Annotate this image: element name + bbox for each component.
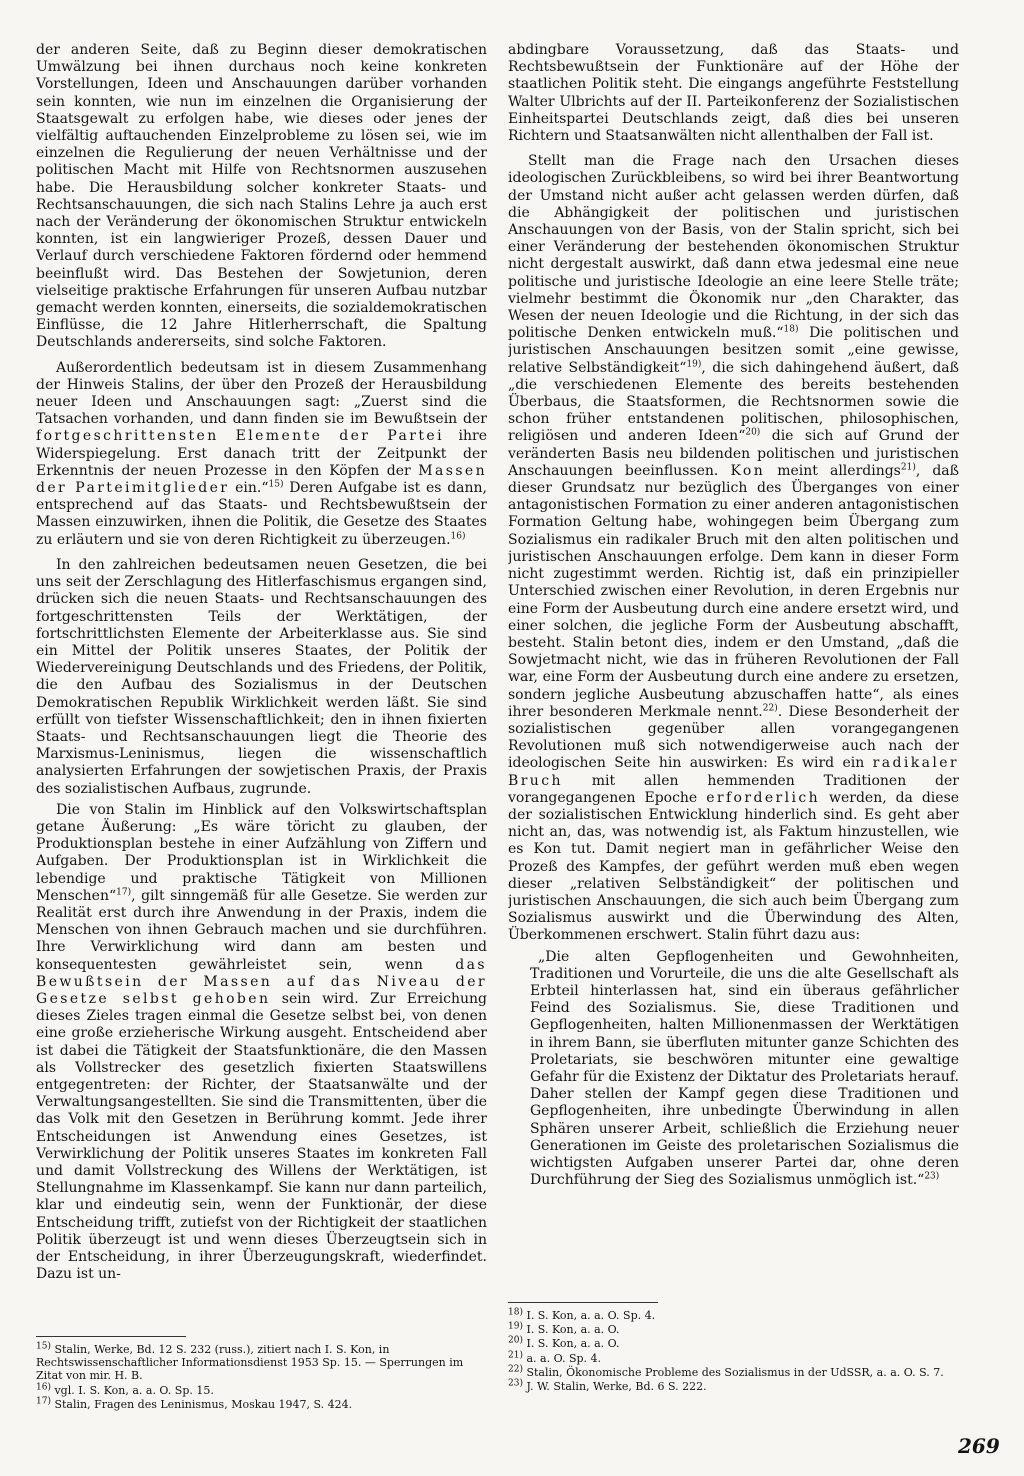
footnote-number: 18) — [508, 1307, 523, 1318]
text-run: die sich auf Grund der veränderten Basis neu bildenden politischen und juristischen Anschauungen beeinflussen. — [508, 428, 959, 479]
paragraph — [508, 153, 959, 944]
right-column-text — [508, 42, 959, 1286]
footnote-number: 16) — [36, 1381, 51, 1392]
text-run: meint allerdings — [777, 462, 901, 479]
emphasis-spaced: fortgeschrittensten Elemente der Partei — [36, 428, 444, 445]
footnote-divider — [508, 1302, 658, 1303]
footnote — [508, 1366, 959, 1379]
emphasis-spaced: radikaler Bruch — [508, 755, 959, 789]
footnote-ref: 17) — [116, 887, 132, 898]
footnotes-left — [36, 1330, 487, 1412]
footnote-text: Stalin, Fragen des Leninismus, Moskau 1947, S. 424. — [54, 1397, 353, 1411]
footnote — [508, 1349, 959, 1365]
right-column — [508, 42, 959, 1286]
footnote-ref: 19) — [686, 359, 702, 369]
footnote-number: 21) — [508, 1349, 523, 1360]
footnote-ref: 15) — [268, 479, 284, 490]
text-run: , daß dieser Grundsatz nur bezüglich des Überganges von einer antagonistischen Formation zu einer anderen antagonistischen Formation Geltung habe, wohingegen beim Übergang zum Sozialismus ein radikaler Bruch mit den alten politischen und juristischen Anschauungen erfolge. Dem kann in dieser Form nicht zugestimmt werden. Richtig ist, daß ein prinzipieller Unterschied zwischen einer Revolution, in deren Ergebnis nur eine Form der Ausbeutung durch eine andere ersetzt wird, und einer solchen, die jegliche Form der Ausbeutung abschafft, besteht. Stalin betont dies, indem er den Umstand, „daß die Sowjetmacht nicht, wie das in früheren Revolutionen der Fall war, eine Form der Ausbeutung durch eine andere zu ersetzen, sondern jegliche Ausbeutung abzuschaffen hatte“, als eines ihrer besonderen Merkmale nennt. — [508, 462, 959, 720]
footnote-number: 19) — [508, 1321, 523, 1332]
text-run: mit allen hemmenden Traditionen der vorangegangenen Epoche — [508, 772, 959, 806]
text-run: ihre Widerspiegelung. Erst danach tritt der Zeitpunkt der Erkenntnis der neuen Prozesse in den Köpfen der — [36, 428, 487, 479]
text-run: ein.“ — [235, 480, 269, 497]
left-column — [36, 42, 487, 1332]
footnote-ref: 16) — [450, 531, 466, 542]
text-run: . Diese Besonderheit der sozialistischen gegenüber allen vorangegangenen Revolutionen muß sich notwendigerweise auch nach der ideologischen Seite hin auswirken: Es wird ein — [508, 703, 959, 772]
footnote-text: I. S. Kon, a. a. O. — [526, 1337, 620, 1351]
footnote-ref: 23) — [924, 1171, 940, 1182]
footnote-text: I. S. Kon, a. a. O. — [526, 1323, 620, 1337]
footnote-number: 20) — [508, 1335, 523, 1346]
block-quote — [530, 949, 959, 1190]
footnote-text: I. S. Kon, a. a. O. Sp. 4. — [526, 1309, 656, 1322]
emphasis-spaced: Massen der Parteimitglieder — [36, 462, 487, 497]
emphasis-spaced: erforderlich — [706, 789, 821, 806]
footnote — [508, 1309, 959, 1322]
footnote-text: a. a. O. Sp. 4. — [526, 1351, 602, 1365]
page-number: 269 — [958, 1434, 1000, 1458]
footnote-number: 15) — [36, 1341, 51, 1352]
footnote-ref: 21) — [900, 462, 916, 473]
emphasis-spaced: das Bewußtsein der Massen auf das Niveau der Gesetze selbst gehoben — [36, 956, 487, 1007]
paragraph — [36, 360, 487, 549]
footnote-text: vgl. I. S. Kon, a. a. O. Sp. 15. — [54, 1383, 214, 1397]
text-run: Außerordentlich bedeutsam ist in diesem Zusammenhang der Hinweis Stalins, der über den Prozeß der Herausbildung neuer Ideen und Anschauungen sagt: „Zuerst sind die Tatsachen vorhanden, und dann finden sie im Bewußtsein der — [36, 359, 487, 428]
footnote — [36, 1398, 487, 1411]
paragraph: der anderen Seite, daß zu Beginn dieser demokratischen Umwälzung bei ihnen durchaus noch keine konkreten Vorstellungen, Ideen und Anschauungen darüber vorhanden sein konnten, wie nun im einzelnen die Organisierung der Staatsgewalt zu erfolgen habe, wie dieses oder jenes der vielfältig auftauchenden Einzelprobleme zu lösen sei, wie im einzelnen die Regulierung der neuen Verhältnisse und der politischen Macht mit Hilfe von Rechtsnormen auszusehen habe. Die Herausbildung solcher konkreter Staats- und Rechtsanschauungen, die sich nach Stalins Lehre ja auch erst nach der Veränderung der ökonomischen Struktur entwickeln konnten, ist ein langwieriger Prozeß, dessen Dauer und Verlauf durch verschiedene Faktoren fördernd oder hemmend beeinflußt wird. Das Bestehen der Sowjetunion, deren vielseitige praktische Erfahrungen für unseren Aufbau nutzbar gemacht werden konnten, einerseits, die sozialdemokratischen Einflüsse, die 12 Jahre Hitlerherrschaft, die Spaltung Deutschlands andererseits, sind solche Faktoren. — [36, 42, 487, 351]
text-run: Die politischen und juristischen Anschauungen besitzen somit „eine gewisse, relative Selbständigkeit“ — [508, 325, 959, 376]
footnotes-right — [508, 1296, 959, 1394]
text-run: werden, da diese der sozialistischen Entwicklung hinderlich sind. Es geht aber nicht an, das, was notwendig ist, als Faktum hinzustellen, wie es Kon tut. Damit negiert man in gefährlicher Weise den Prozeß des Kampfes, der geführt werden muß eben wegen dieser „relativen Selbständigkeit“ der politischen und juristischen Anschauungen, die sich auch beim Übergang zum Sozialismus auswirkt und die Überwindung des Alten, Überkommenen erschwert. Stalin führt dazu aus: — [508, 789, 959, 944]
paragraph — [36, 802, 487, 1284]
text-run: Deren Aufgabe ist es dann, entsprechend auf das Staats- und Rechtsbewußtsein der Massen einzuwirken, ihnen die Politik, die Gesetze des Staates zu erläutern und sie von deren Richtigkeit zu überzeugen. — [36, 480, 487, 548]
footnote — [36, 1381, 487, 1397]
text-run: sein wird. Zur Erreichung dieses Zieles tragen einmal die Gesetze selbst bei, von denen eine große erzieherische Wirkung ausgeht. Entscheidend aber ist dabei die Tätigkeit der Staatsfunktionäre, die den Massen als Vollstrecker des gesetzlich fixierten Staatswillens entgegentreten: der Richter, der Staatsanwälte und der Verwaltungsangestellten. Sie sind die Transmittenten, über die das Volk mit den Gesetzen in Berührung kommt. Jede ihrer Entscheidungen ist Anwendung eines Gesetzes, ist Verwirklichung der Politik unseres Staates im konkreten Fall und damit Vollstreckung des Willens der Werktätigen, ist Stellungnahme im Klassenkampf. Sie kann nur dann parteilich, klar und eindeutig sein, wenn der Funktionär, der diese Entscheidung trifft, zutiefst von der Richtigkeit der staatlichen Politik überzeugt ist und wenn dieses Überzeugtsein sich in der Entscheidung, in ihrer Überzeugungskraft, wiederfindet. Dazu ist un- — [36, 990, 487, 1283]
footnote — [508, 1337, 959, 1350]
paragraph: In den zahlreichen bedeutsamen neuen Gesetzen, die bei uns seit der Zerschlagung des Hitlerfaschismus ergangen sind, drücken sich die neuen Staats- und Rechtsanschauungen des fortgeschrittensten Teils der Werktätigen, der fortschrittlichsten Elemente der Arbeiterklasse aus. Sie sind ein Mittel der Politik unseres Staates, der Politik der Wiedervereinigung Deutschlands und des Friedens, der Politik, die den Aufbau des Sozialismus in der Deutschen Demokratischen Republik Wirklichkeit werden läßt. Sie sind erfüllt von tiefster Wissenschaftlichkeit; den in ihnen fixierten Staats- und Rechtsanschauungen liegt die Theorie des Marxismus-Leninismus, liegen die wissenschaftlich analysierten Erfahrungen der sowjetischen Praxis, der Praxis des sozialistischen Aufbaus, zugrunde. — [36, 556, 487, 797]
footnote-text: Stalin, Werke, Bd. 12 S. 232 (russ.), zitiert nach I. S. Kon, in Rechtswissenschaftlicher Informationsdienst 1953 Sp. 15. — Sperrungen im Zitat von mir. H. B. — [36, 1343, 464, 1383]
footnote-divider — [36, 1336, 186, 1337]
footnote-ref: 22) — [762, 703, 778, 714]
footnote-ref: 18) — [783, 324, 799, 335]
footnote — [508, 1380, 959, 1393]
text-run: Stellt man die Frage nach den Ursachen dieses ideologischen Zurückbleibens, so wird bei ihrer Beantwortung der Umstand nicht außer acht gelassen werden dürfen, daß die Abhängigkeit der politischen und juristischen Anschauungen von der Basis, von der Stalin spricht, sich bei einer Veränderung der bestehenden ökonomischen Struktur nicht dergestalt auswirkt, daß dann etwa jedesmal eine neue politische und juristische Ideologie an eine leere Stelle träte; vielmehr bestimmt die Ökonomik nur „den Charakter, das Wesen der neuen Ideologie und die Richtung, in der sich das politische Denken entwickeln muß.“ — [508, 153, 959, 342]
paragraph: abdingbare Voraussetzung, daß das Staats- und Rechtsbewußtsein der Funktionäre auf der Höhe der staatlichen Politik steht. Die eingangs angeführte Feststellung Walter Ulbrichts auf der II. Parteikonferenz der Sozialistischen Einheitspartei Deutschlands zeigt, daß dies bei unseren Richtern und Staatsanwälten nicht allenthalben der Fall ist. — [508, 42, 959, 145]
text-run: , gilt sinngemäß für alle Gesetze. Sie werden zur Realität erst durch ihre Anwendung in der Praxis, indem die Menschen von ihnen Gebrauch machen und sie durchführen. Ihre Verwirklichung wird dann am besten und konsequentesten gewährleistet sein, wenn — [36, 887, 487, 973]
footnote — [36, 1343, 487, 1383]
footnote-number: 17) — [36, 1396, 51, 1407]
footnote-number: 22) — [508, 1364, 523, 1375]
footnote-text: Stalin, Ökonomische Probleme des Sozialismus in der UdSSR, a. a. O. S. 7. — [526, 1365, 944, 1379]
text-run: Die von Stalin im Hinblick auf den Volkswirtschaftsplan getane Äußerung: „Es wäre töricht zu glauben, der Produktionsplan bestehe in einer Aufzählung von Ziffern und Aufgaben. Der Produktionsplan ist in Wirklichkeit die lebendige und praktische Tätigkeit von Millionen Menschen“ — [36, 801, 487, 904]
left-column-text — [36, 42, 487, 1332]
text-run: , die sich dahingehend äußert, daß „die verschiedenen Elemente des bereits bestehenden Überbaus, die Staatsformen, die Rechtsnormen sowie die schon früher entstandenen politischen, philosophischen, religiösen und anderen Ideen“ — [508, 359, 959, 445]
quote-text: „Die alten Gepflogenheiten und Gewohnheiten, Traditionen und Vorurteile, die uns die alte Gesellschaft als Erbteil hinterlassen hat, sind ein überaus gefährlicher Feind des Sozialismus. Sie, diese Traditionen und Gepflogenheiten, halten Millionenmassen der Werktätigen in ihrem Bann, sie überfluten mitunter ganze Schichten des Proletariats, sie beschwören mitunter eine gewaltige Gefahr für die Existenz der Diktatur des Proletariats herauf. Daher stellen der Kampf gegen diese Traditionen und Gepflogenheiten, ihre unbedingte Überwindung in allen Sphären unserer Arbeit, schließlich die Erziehung neuer Generationen im Geiste des proletarischen Sozialismus die wichtigsten Aufgaben unserer Partei dar, ohne deren Durchführung der Sieg des Sozialismus unmöglich ist.“ — [530, 948, 959, 1189]
footnote-number: 23) — [508, 1378, 523, 1389]
footnote-text: J. W. Stalin, Werke, Bd. 6 S. 222. — [526, 1380, 707, 1394]
footnote-ref: 20) — [745, 427, 761, 438]
footnote — [508, 1323, 959, 1336]
emphasis-spaced: Kon — [730, 462, 766, 479]
